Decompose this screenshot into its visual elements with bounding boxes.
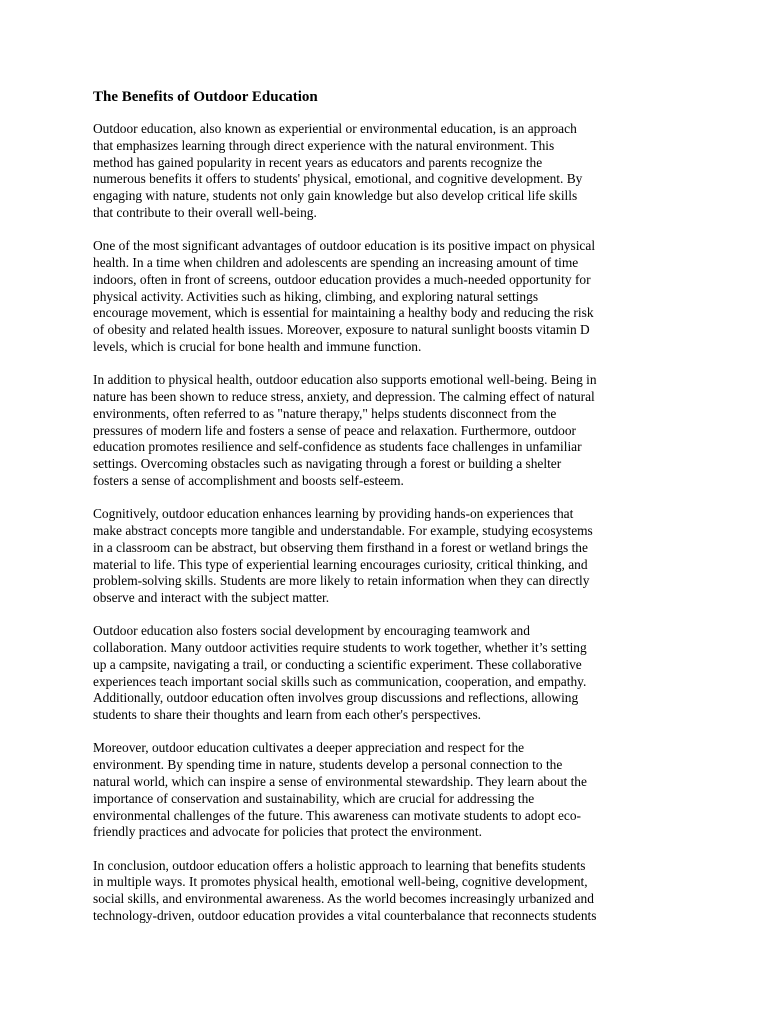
text-line: problem-solving skills. Students are more likely to retain information when they can directly (93, 573, 590, 589)
text-line: up a campsite, navigating a trail, or conducting a scientific experiment. These collaborative (93, 656, 582, 672)
paragraph (93, 623, 678, 724)
text-line: collaboration. Many outdoor activities require students to work together, whether it’s setting (93, 640, 587, 656)
text-line: of obesity and related health issues. Moreover, exposure to natural sunlight boosts vitamin D (93, 322, 590, 338)
text-line: Moreover, outdoor education cultivates a deeper appreciation and respect for the (93, 740, 525, 756)
paragraph (93, 740, 678, 841)
text-line: material to life. This type of experiential learning encourages curiosity, critical thinking, and (93, 556, 588, 572)
paragraph (93, 121, 678, 222)
text-line: physical activity. Activities such as hiking, climbing, and exploring natural settings (93, 288, 539, 304)
text-line: environmental challenges of the future. This awareness can motivate students to adopt eco- (93, 807, 581, 823)
text-line: observe and interact with the subject matter. (93, 590, 330, 606)
text-line: fosters a sense of accomplishment and boosts self-esteem. (93, 472, 404, 488)
text-line: In addition to physical health, outdoor education also supports emotional well-being. Being in (93, 372, 597, 388)
text-line: make abstract concepts more tangible and understandable. For example, studying ecosystems (93, 522, 593, 538)
text-line: technology-driven, outdoor education provides a vital counterbalance that reconnects students (93, 908, 597, 924)
text-line: settings. Overcoming obstacles such as navigating through a forest or building a shelter (93, 456, 562, 472)
document-title: The Benefits of Outdoor Education (93, 89, 318, 105)
text-line: One of the most significant advantages of outdoor education is its positive impact on physical (93, 238, 596, 254)
text-line: Cognitively, outdoor education enhances learning by providing hands-on experiences that (93, 506, 574, 522)
text-line: environments, often referred to as "nature therapy," helps students disconnect from the (93, 405, 557, 421)
text-line: students to share their thoughts and learn from each other's perspectives. (93, 707, 482, 723)
text-line: engaging with nature, students not only gain knowledge but also develop critical life skills (93, 188, 578, 204)
text-line: education promotes resilience and self-confidence as students face challenges in unfamiliar (93, 439, 582, 455)
text-line: friendly practices and advocate for policies that protect the environment. (93, 824, 482, 840)
paragraph (93, 858, 678, 925)
text-line: indoors, often in front of screens, outdoor education provides a much-needed opportunity for (93, 271, 591, 287)
text-line: natural world, which can inspire a sense of environmental stewardship. They learn about the (93, 774, 587, 790)
text-line: environment. By spending time in nature, students develop a personal connection to the (93, 757, 563, 773)
text-line: In conclusion, outdoor education offers a holistic approach to learning that benefits students (93, 857, 586, 873)
text-line: numerous benefits it offers to students' physical, emotional, and cognitive development. By (93, 171, 583, 187)
paragraph-list (93, 121, 678, 925)
text-line: importance of conservation and sustainability, which are crucial for addressing the (93, 790, 535, 806)
paragraph (93, 506, 678, 607)
text-line: Outdoor education, also known as experiential or environmental education, is an approach (93, 121, 577, 136)
text-line: nature has been shown to reduce stress, anxiety, and depression. The calming effect of natural (93, 388, 595, 404)
text-line: pressures of modern life and fosters a sense of peace and relaxation. Furthermore, outdoor (93, 422, 577, 438)
text-line: that contribute to their overall well-being. (93, 204, 317, 220)
text-line: method has gained popularity in recent years as educators and parents recognize the (93, 154, 543, 170)
text-line: experiences teach important social skills such as communication, cooperation, and empathy. (93, 673, 587, 689)
paragraph (93, 372, 678, 490)
text-line: Additionally, outdoor education often involves group discussions and reflections, allowing (93, 690, 579, 706)
document-body (93, 86, 678, 941)
text-line: in a classroom can be abstract, but observing them firsthand in a forest or wetland brings the (93, 539, 588, 555)
paragraph (93, 238, 678, 356)
text-line: Outdoor education also fosters social development by encouraging teamwork and (93, 623, 530, 639)
text-line: that emphasizes learning through direct experience with the natural environment. This (93, 137, 555, 153)
text-line: in multiple ways. It promotes physical health, emotional well-being, cognitive development, (93, 874, 588, 890)
text-line: levels, which is crucial for bone health and immune function. (93, 338, 422, 354)
text-line: health. In a time when children and adolescents are spending an increasing amount of time (93, 254, 579, 270)
text-line: social skills, and environmental awareness. As the world becomes increasingly urbanized and (93, 891, 594, 907)
text-line: encourage movement, which is essential for maintaining a healthy body and reducing the risk (93, 305, 594, 321)
